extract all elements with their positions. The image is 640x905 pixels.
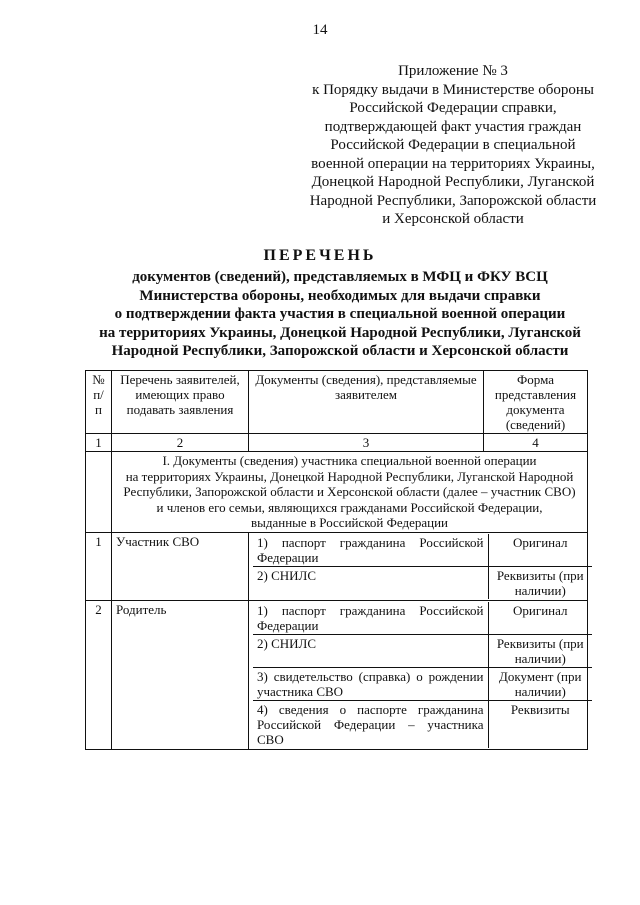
section-row [86,452,588,533]
column-number: 3 [249,434,484,452]
column-number: 2 [112,434,249,452]
document-form: Реквизиты [488,700,592,748]
table-row [86,532,588,600]
subtitle-line: на территориях Украины, Донецкой Народной Республики, Луганской [99,324,581,341]
header-applicants: Перечень заявителей, имеющих право подавать заявления [112,371,249,434]
subtitle-line: о подтверждении факта участия в специальной военной операции [114,306,566,322]
document-form: Реквизиты (при наличии) [488,634,592,667]
section-heading [112,452,588,533]
document-name: 2) СНИЛС [253,634,488,667]
document-name: 1) паспорт гражданина Российской Федерации [253,602,488,635]
document-subtitle [60,268,620,361]
column-number: 1 [86,434,112,452]
header-form: Форма представления документа (сведений) [484,371,588,434]
appendix-line: Народной Республики, Запорожской области [309,192,597,209]
section-line: на территориях Украины, Донецкой Народной Республики, Луганской Народной [125,468,574,484]
documents-cell [249,532,588,600]
appendix-header [290,62,616,229]
section-line: Республики, Запорожской области и Херсонской области (далее – участник СВО) [123,484,576,499]
row-number: 1 [86,532,112,600]
document-form: Документ (при наличии) [488,667,592,700]
appendix-line: военной операции на территориях Украины, [311,155,595,172]
documents-table [85,370,588,750]
document-form: Оригинал [513,602,568,618]
document-row [253,667,592,700]
appendix-line: Приложение № 3 [398,63,508,79]
documents-subtable [253,534,592,599]
documents-cell [249,600,588,749]
header-number: № п/п [86,371,112,434]
document-row [253,602,592,635]
subtitle-line: Народной Республики, Запорожской области и Херсонской области [111,343,569,359]
column-number-row [86,434,588,452]
appendix-line: Российской Федерации справки, [349,100,557,116]
applicant-cell: Родитель [112,600,249,749]
section-line: и членов его семьи, являющихся гражданами Российской Федерации, [156,499,543,515]
table-header-row [86,371,588,434]
section-line: выданные в Российской Федерации [250,515,449,530]
section-spacer [86,452,112,533]
applicant-cell: Участник СВО [112,532,249,600]
document-row [253,534,592,567]
appendix-line: к Порядку выдачи в Министерстве обороны [312,81,594,98]
document-title: ПЕРЕЧЕНЬ [263,247,377,264]
document-name: 2) СНИЛС [253,566,488,599]
page-number: 14 [312,22,328,38]
document-form: Реквизиты (при наличии) [488,566,592,599]
document-form: Оригинал [513,534,568,550]
appendix-line: и Херсонской области [382,211,524,227]
document-row [253,634,592,667]
document-name: 1) паспорт гражданина Российской Федерации [253,534,488,567]
appendix-line: Донецкой Народной Республики, Луганской [311,174,595,190]
table-row [86,600,588,749]
header-documents: Документы (сведения), представляемые заявителем [249,371,484,434]
row-number: 2 [86,600,112,749]
subtitle-line: документов (сведений), представляемых в МФЦ и ФКУ ВСЦ [132,269,548,285]
subtitle-line: Министерства обороны, необходимых для выдачи справки [139,287,541,304]
document-row [253,700,592,748]
document-name: 3) свидетельство (справка) о рождении участника СВО [253,667,488,700]
column-number: 4 [484,434,588,452]
document-row [253,566,592,599]
appendix-line: Российской Федерации в специальной [330,137,576,153]
documents-subtable [253,602,592,748]
appendix-line: подтверждающей факт участия граждан [324,118,582,135]
section-line: I. Документы (сведения) участника специальной военной операции [162,453,537,468]
document-name: 4) сведения о паспорте гражданина Российской Федерации – участника СВО [253,700,488,748]
